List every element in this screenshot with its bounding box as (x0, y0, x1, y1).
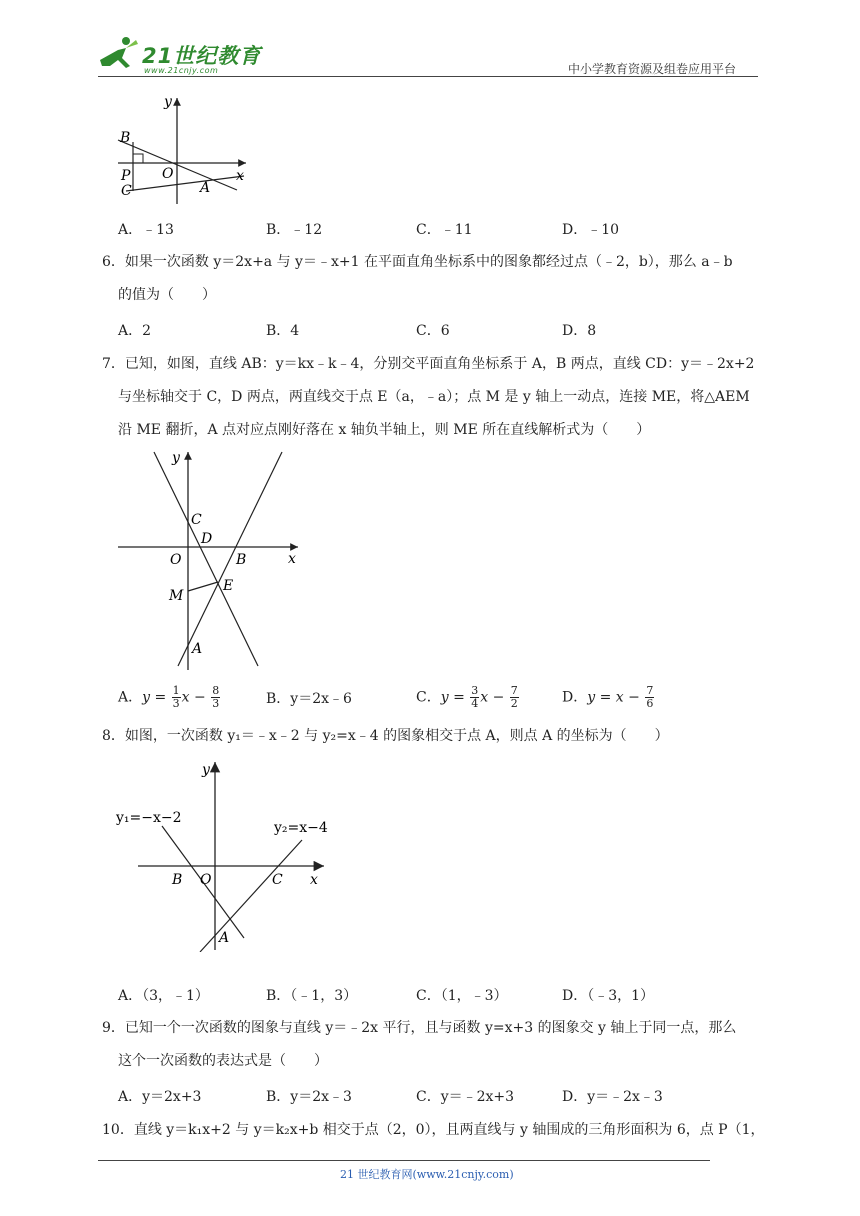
q6-option-c: C．6 (416, 323, 450, 339)
footer-text: 21 世纪教育网(www.21cnjy.com) (340, 1168, 514, 1181)
q7-label-M: M (169, 588, 184, 604)
header-divider (98, 76, 758, 77)
q5-option-c: C．﹣11 (416, 222, 473, 238)
q7-label-D: D (201, 531, 213, 547)
q5-right-angle-mark (133, 154, 143, 163)
q8-option-c: C．（1，﹣3） (416, 988, 508, 1004)
q5-label-x: x (236, 168, 244, 184)
q7-option-a-frac2 (211, 685, 220, 710)
q7-option-d-frac (645, 685, 654, 710)
frac-den: 6 (646, 697, 654, 710)
frac-num: 7 (646, 684, 654, 697)
q7-option-a (118, 685, 221, 710)
frac-den: 3 (212, 697, 220, 710)
q5-label-O: O (162, 166, 174, 182)
q7-option-c-frac1 (470, 685, 479, 710)
q7-text-line2: 与坐标轴交于 C，D 两点，两直线交于点 E（a，﹣a）；点 M 是 y 轴上一动点，连接 ME，将△AEM (118, 389, 750, 405)
q6-text-line2: 的值为（ ） (118, 287, 216, 303)
q7-option-c-frac2 (510, 685, 519, 710)
q7-label-y: y (172, 450, 180, 466)
q7-label-x: x (288, 551, 296, 567)
q6-option-b: B．4 (266, 323, 300, 339)
q7-label-A: A (192, 641, 203, 657)
q8-text-line1: 8．如图，一次函数 y₁＝﹣x﹣2 与 y₂=x﹣4 的图象相交于点 A，则点 A 的坐标为（ ） (102, 728, 669, 744)
q8-option-b: B．（﹣1，3） (266, 988, 358, 1004)
q8-option-a: A．（3，﹣1） (118, 988, 209, 1004)
q7-option-c-pre: y = (440, 689, 470, 706)
logo-text: 21世纪教育 (142, 44, 262, 68)
q5-label-y: y (164, 94, 172, 110)
q7-label-B: B (236, 552, 247, 568)
q9-text-line1: 9．已知一个一次函数的图象与直线 y＝﹣2x 平行，且与函数 y=x+3 的图象交 y 轴上于同一点，那么 (102, 1020, 737, 1036)
footer-divider (98, 1160, 710, 1161)
q7-text-line1: 7．已知，如图，直线 AB：y＝kx﹣k﹣4，分别交平面直角坐标系于 A，B 两点，直线 CD：y＝﹣2x+2 (102, 356, 755, 372)
q7-option-d (562, 685, 655, 710)
frac-num: 7 (510, 684, 518, 697)
q7-option-a-label: A． (118, 689, 143, 706)
q8-label-y2-formula: y₂=x−4 (274, 820, 328, 836)
q8-label-C: C (272, 872, 283, 888)
q7-option-a-frac1 (172, 685, 181, 710)
q5-label-C: C (121, 183, 132, 199)
q8-label-x: x (310, 872, 318, 888)
frac-den: 3 (172, 697, 180, 710)
runner-logo-icon (96, 36, 142, 74)
q8-figure (112, 756, 338, 952)
q5-label-B: B (120, 130, 131, 146)
q5-figure (112, 92, 252, 208)
header-logo (96, 36, 266, 76)
q8-option-d: D．（﹣3，1） (562, 988, 655, 1004)
q8-label-B: B (172, 872, 183, 888)
frac-num: 3 (471, 684, 479, 697)
q5-label-A: A (200, 180, 211, 196)
q7-option-c-label: C． (416, 689, 441, 706)
q8-label-O: O (200, 872, 212, 888)
q6-option-d: D．8 (562, 323, 597, 339)
q7-option-d-label: D． (562, 689, 588, 706)
header-platform-text: 中小学教育资源及组卷应用平台 (568, 62, 737, 76)
q8-label-y: y (202, 762, 210, 778)
q5-line-PC (126, 176, 244, 191)
q9-option-a: A．y＝2x+3 (118, 1089, 202, 1105)
q7-option-d-pre: y = x − (587, 689, 645, 706)
frac-den: 4 (471, 697, 479, 710)
q10-text-line1: 10．直线 y＝k₁x+2 与 y＝k₂x+b 相交于点（2，0），且两直线与 y 轴围成的三角形面积为 6，点 P（1， (102, 1122, 765, 1138)
q7-option-c (416, 685, 520, 710)
q6-option-a: A．2 (118, 323, 152, 339)
q6-text-line1: 6．如果一次函数 y＝2x+a 与 y＝﹣x+1 在平面直角坐标系中的图象都经过点（﹣2，b），那么 a﹣b (102, 254, 733, 270)
q7-segment-ME (188, 582, 218, 591)
logo-url: www.21cnjy.com (144, 66, 219, 75)
q7-text-line3: 沿 ME 翻折，A 点对应点刚好落在 x 轴负半轴上，则 ME 所在直线解析式为（ ） (118, 422, 651, 438)
q7-option-a-mid: x − (181, 689, 211, 706)
q5-label-P: P (121, 168, 131, 184)
q5-option-a: A．﹣13 (118, 222, 174, 238)
q9-text-line2: 这个一次函数的表达式是（ ） (118, 1053, 328, 1069)
q9-option-b: B．y＝2x﹣3 (266, 1089, 352, 1105)
q9-option-c: C．y＝﹣2x+3 (416, 1089, 515, 1105)
q5-option-b: B．﹣12 (266, 222, 323, 238)
q7-label-E: E (223, 578, 234, 594)
q7-label-O: O (170, 552, 182, 568)
frac-den: 2 (510, 697, 518, 710)
q7-option-b: B．y＝2x﹣6 (266, 691, 352, 707)
frac-num: 8 (212, 684, 220, 697)
q5-option-d: D．﹣10 (562, 222, 620, 238)
q9-option-d: D．y＝﹣2x﹣3 (562, 1089, 663, 1105)
q7-figure (112, 446, 308, 672)
q8-label-A: A (219, 930, 230, 946)
q7-line-AB (178, 452, 282, 666)
q7-option-c-mid: x − (480, 689, 509, 706)
q8-label-y1-formula: y₁=−x−2 (116, 810, 182, 826)
q7-label-C: C (191, 512, 202, 528)
frac-num: 1 (172, 684, 180, 697)
q7-option-a-pre: y = (142, 689, 171, 706)
